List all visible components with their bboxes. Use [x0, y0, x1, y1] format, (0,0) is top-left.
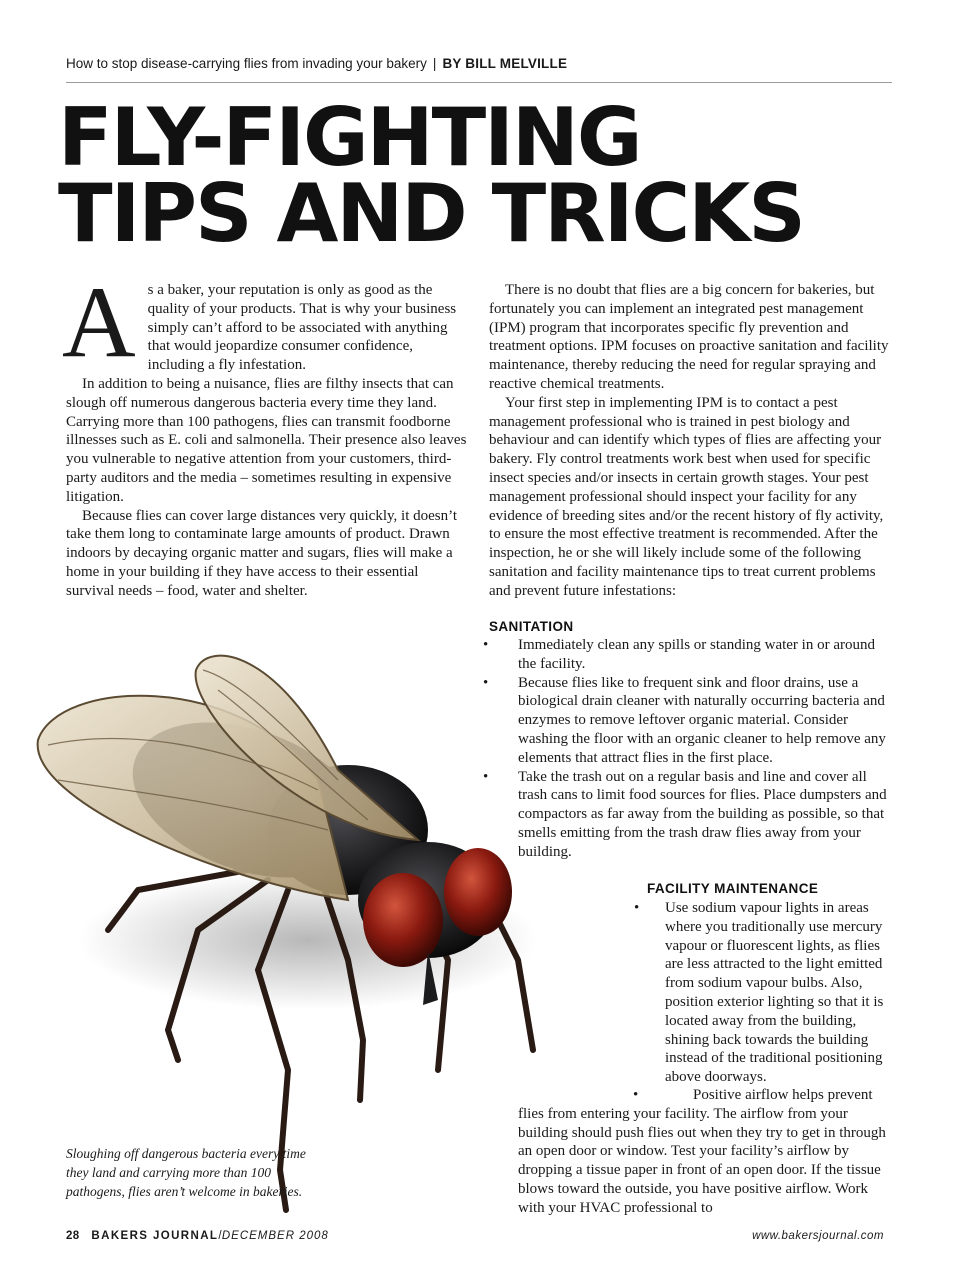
- bullet-icon: •: [483, 674, 489, 691]
- facility-item-1-span: Use sodium vapour lights in areas where you traditionally use mercury vapour or fluorescent lights, as flies are less attracted to the light emitted from sodium vapour bulbs. Also, position exterior lighting so that it is located away from the building, shining back towards the building instead of the traditional positioning above doorways.: [665, 900, 884, 1086]
- photo-caption: Sloughing off dangerous bacteria every time they land and carrying more than 100 pathogens, flies aren’t welcome in bakeries.: [66, 1146, 306, 1199]
- bullet-icon: •: [633, 1087, 639, 1103]
- intro-paragraph: [62, 266, 468, 379]
- bullet-icon: •: [483, 768, 489, 785]
- footer-folio: [66, 1230, 329, 1242]
- byline: BY BILL MELVILLE: [442, 56, 568, 71]
- housefly-illustration: [18, 630, 578, 1230]
- headline-line-2: TIPS AND TRICKS: [58, 167, 804, 260]
- bullet-icon: •: [483, 637, 489, 653]
- facility-item-2-rest: flies from entering your facility. The airflow from your building should push flies out when they try to get in through an open door or window. Test your facility’s airflow by dropping a tissue paper in front of an open door. If the tissue blows toward the outside, you have positive airflow. Work with your HVAC professional to: [518, 1105, 886, 1216]
- facility-item-1: [634, 899, 893, 1087]
- sanitation-item-text: Take the trash out on a regular basis and line and cover all trash cans to limit food sources for flies. Place dumpsters and compactors as far away from the building as possible, so that smells emitting from the trash draw flies away from your building.: [518, 768, 887, 860]
- drop-cap: A: [62, 266, 136, 379]
- facility-item-1-text: [648, 899, 893, 1087]
- footer-slash: /: [218, 1230, 222, 1242]
- right-paragraph-1: There is no doubt that flies are a big concern for bakeries, but fortunately you can implement an integrated pest management (IPM) program that incorporates specific fly prevention and treatment options. IPM focuses on proactive sanitation and facility maintenance, thereby reducing the need for regular spraying and reactive chemical treatments.: [489, 282, 889, 392]
- page-number: 28: [66, 1230, 80, 1242]
- headline-line-1: FLY-FIGHTING: [58, 91, 641, 184]
- left-paragraph-2: In addition to being a nuisance, flies are filthy insects that can slough off numerous dangerous bacteria every time they land. Carrying more than 100 pathogens, flies can transmit foodborne illnesses such as E. coli and salmonella. Their presence also leaves you vulnerable to negative attention from your customers, third-party auditors and the media – sometimes resulting in expensive litigation.: [66, 375, 467, 505]
- right-column: [489, 281, 891, 601]
- kicker-text: How to stop disease-carrying flies from invading your bakery: [66, 56, 427, 71]
- magazine-name: BAKERS JOURNAL: [91, 1230, 219, 1242]
- facility-item-2-first: Positive airflow helps prevent: [693, 1087, 873, 1103]
- website-url: www.bakersjournal.com: [752, 1230, 884, 1242]
- right-paragraph-2: Your first step in implementing IPM is to contact a pest management professional who is trained in pest biology and behaviour and can identify which types of flies are affecting your bakery. Fly control treatments work best when used for specific insect species and/or insects in certain growth stages. Your pest management professional should inspect your facility for any evidence of breeding sites and/or the recent history of fly activity, to ensure the most effective treatment is recommended. After the inspection, he or she will likely include some of the following sanitation and facility maintenance tips to treat current problems and prevent future infestations:: [489, 394, 884, 599]
- issue-date: DECEMBER 2008: [221, 1230, 329, 1242]
- intro-text: s a baker, your reputation is only as good as the quality of your products. That is why your business simply can’t afford to be associated with anything that would jeopardize consumer confidence, including a fly infestation.: [147, 282, 457, 374]
- facility-heading: FACILITY MAINTENANCE: [647, 881, 819, 896]
- bullet-icon: •: [634, 900, 640, 916]
- headline: [58, 91, 804, 260]
- left-column: [62, 266, 468, 601]
- left-paragraph-3: Because flies can cover large distances very quickly, it doesn’t take them long to contaminate large amounts of product. Drawn indoors by decaying organic matter and sugars, flies will make a home in your building if they have access to their essential survival needs – food, water and shelter.: [66, 507, 458, 599]
- sanitation-item-text: Because flies like to frequent sink and floor drains, use a biological drain cleaner with naturally occurring bacteria and enzymes to remove leftover organic material. Consider washing the floor with an organic cleaner to help remove any elements that attract flies in the first place.: [518, 674, 886, 766]
- article-kicker: [66, 56, 567, 71]
- sanitation-heading: SANITATION: [489, 619, 574, 634]
- kicker-separator: |: [432, 56, 437, 71]
- sanitation-item-text: Immediately clean any spills or standing water in or around the facility.: [518, 637, 875, 672]
- header-rule: [66, 82, 892, 83]
